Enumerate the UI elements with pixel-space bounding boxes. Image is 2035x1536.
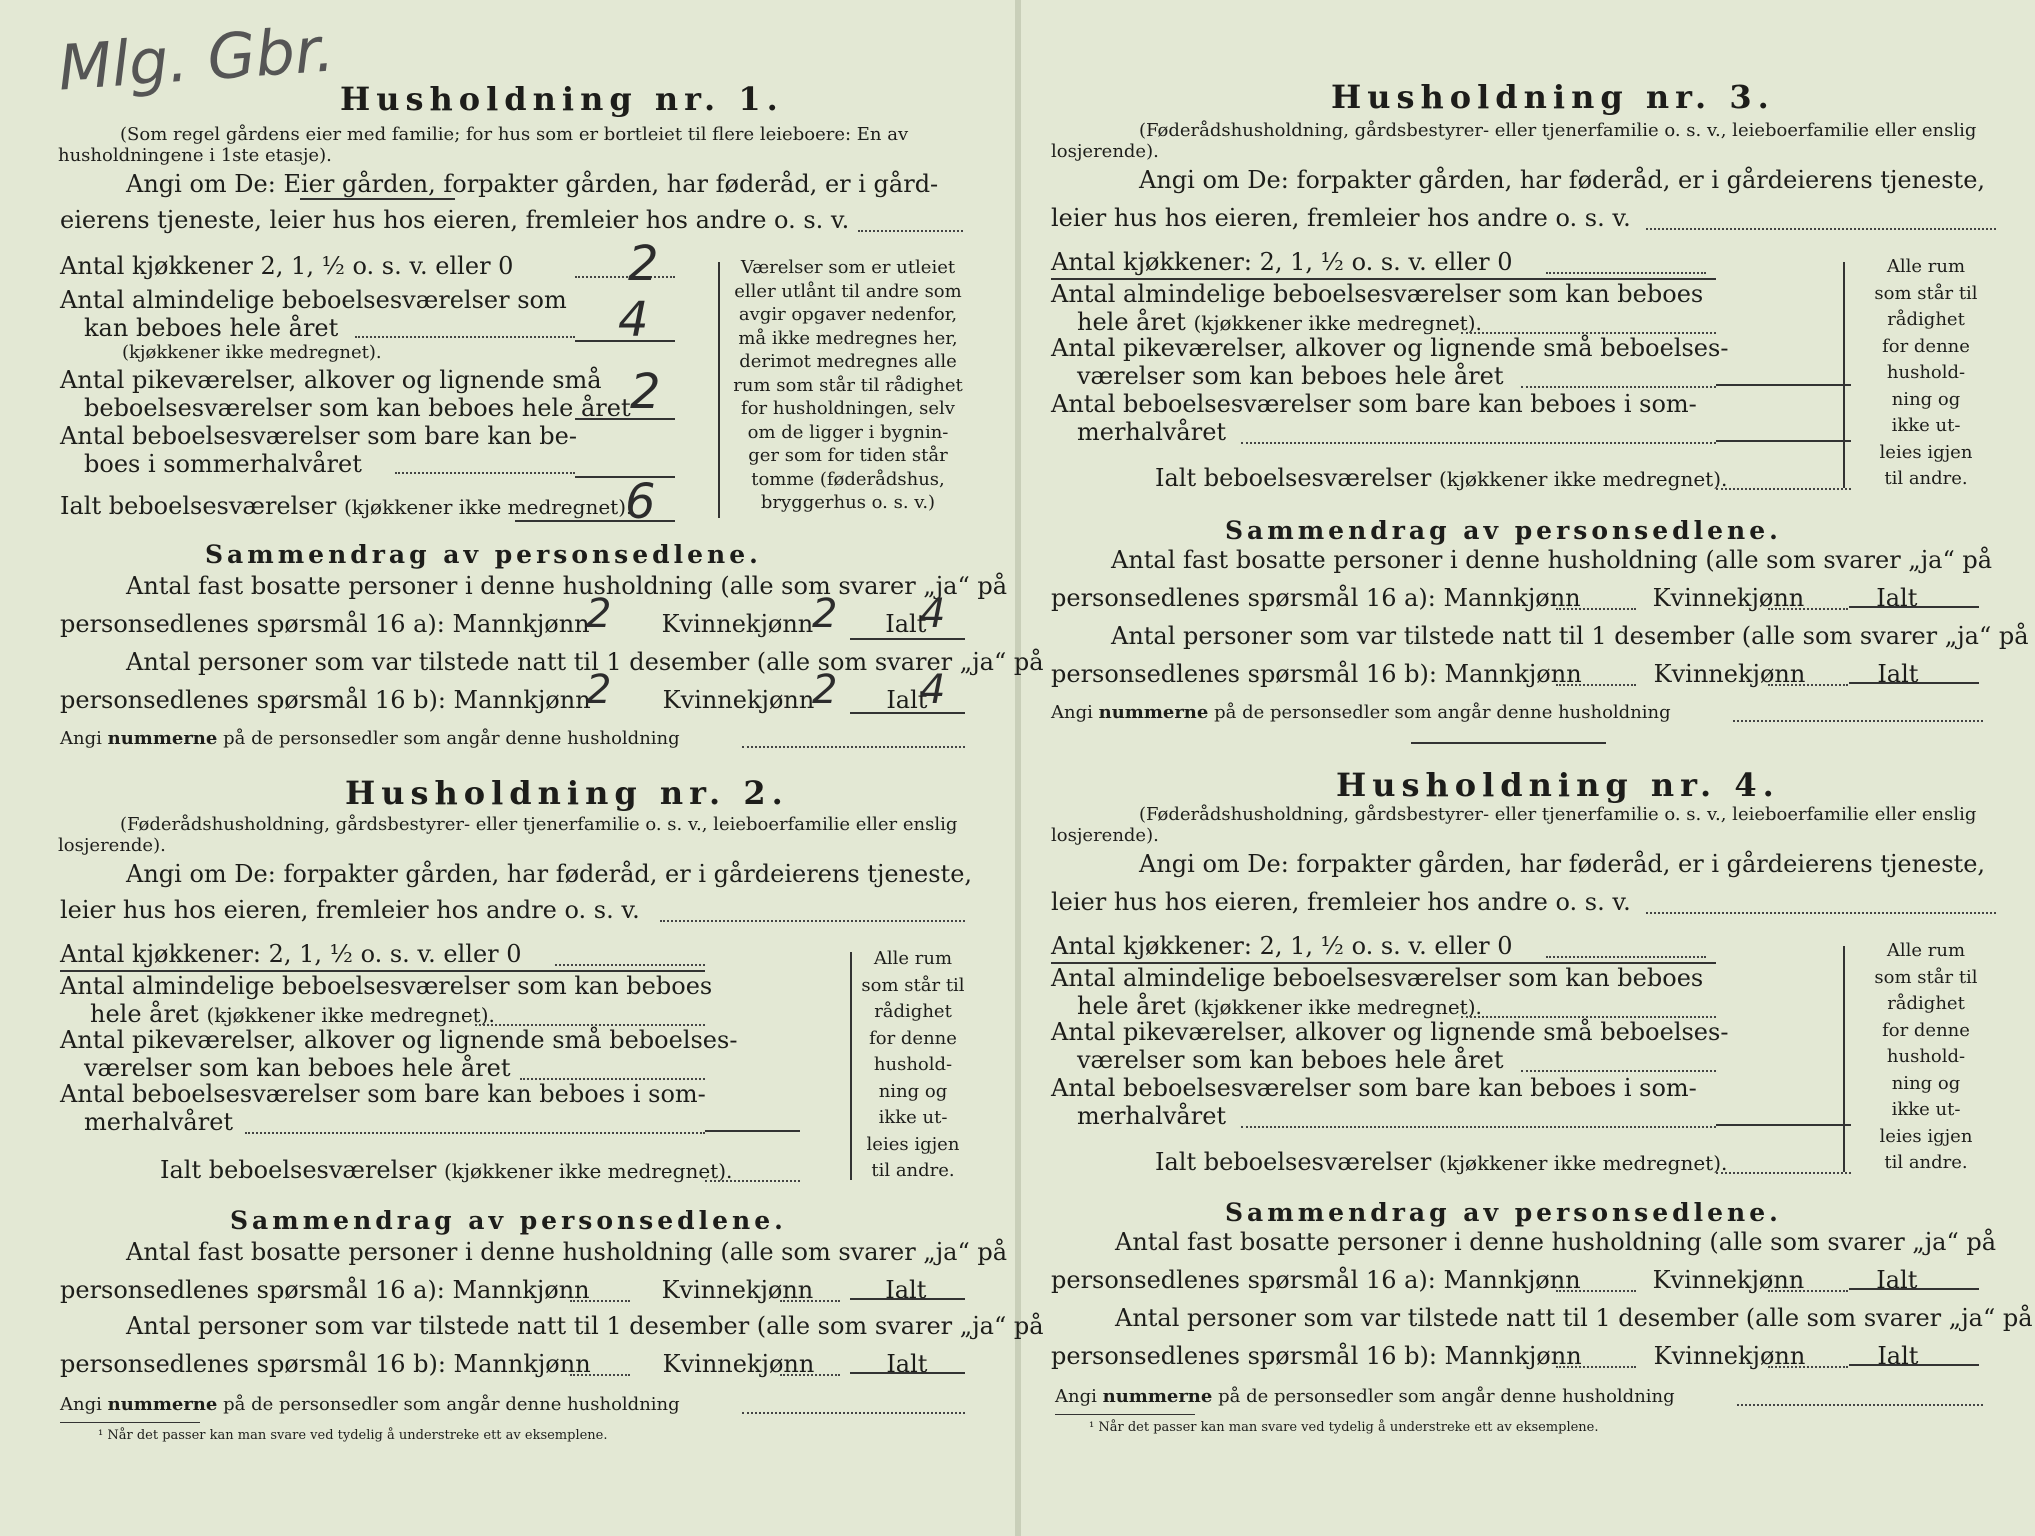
h3-side-line: hushold- [1886,362,1966,383]
h2-pike-line2: værelser som kan beboes hele året [84,1054,511,1082]
h1-nummer-bold: nummerne [107,728,218,749]
h1-sum-a2-text: personsedlenes spørsmål 16 a): Mannkjønn [60,610,590,638]
h3-side-line: som står til [1874,282,1978,304]
h1-brace [718,262,720,518]
h4-nummer-dots [1737,1404,1983,1406]
h1-alm-line2: kan beboes hele året [84,314,339,342]
h3-side-line: ikke ut- [1891,415,1961,436]
h3-kjokkener-dots [1546,272,1706,274]
h1-side-note [728,256,968,515]
h4-sum-b-ialt: Ialt [1877,1342,1919,1370]
h2-nummer [60,1394,680,1415]
h3-sum-a-ialt: Ialt [1876,584,1918,612]
h4-kjokkener: Antal kjøkkener: 2, 1, ½ o. s. v. eller 0 [1051,932,1513,960]
h1-pike-rule [575,418,675,420]
h2-ialt-note: (kjøkkener ikke medregnet). [443,1159,733,1183]
h2-som-line2: merhalvåret [84,1108,234,1136]
h2-side-line: ikke ut- [878,1107,948,1128]
h2-ialt-text: Ialt beboelsesværelser [160,1156,437,1184]
h3-nummer-post: på de personsedler som angår denne husholdning [1214,702,1671,723]
h4-sum-a-kvinne: Kvinnekjønn [1652,1266,1805,1294]
h2-side-line: hushold- [873,1054,953,1075]
h1-sum-a-kvinne: Kvinnekjønn [661,610,814,638]
h4-brace [1843,946,1845,1172]
h3-ialt-note: (kjøkkener ikke medregnet). [1438,467,1728,491]
right-footnote: ¹ Når det passer kan man svare ved tydelig å understreke ett av eksemplene. [1089,1420,1599,1435]
h2-a-mann-dots [570,1300,630,1302]
h4-ialt-label [1155,1148,1727,1176]
h4-som-line1: Antal beboelsesværelser som bare kan beboes i som- [1051,1074,1697,1102]
h4-nummer-pre: Angi [1055,1386,1097,1407]
h1-side-line: bryggerhus o. s. v.) [760,492,936,513]
h4-sum-a-ialt: Ialt [1876,1266,1918,1294]
h1-nummer [60,728,680,749]
h1-kjokkener-dots [575,276,675,278]
h2-side-line: for denne [869,1027,957,1049]
h1-sum-a1: Antal fast bosatte personer i denne husholdning (alle som svarer „ja“ på [126,572,1008,600]
h3-angi-dots [1646,228,1996,230]
h3-alm3-note: (kjøkkener ikke medregnet). [1193,311,1482,335]
h2-b-ialt-rule [850,1372,965,1374]
right-footnote-rule [1055,1414,1195,1415]
h1-nummer-pre: Angi [60,728,102,749]
h2-angi-line1: Angi om De: forpakter gården, har føderåd, er i gårdeierens tjeneste, [126,860,973,888]
h1-nummer-post: på de personsedler som angår denne husholdning [223,728,680,749]
h4-sum-b1: Antal personer som var tilstede natt til 1 desember (alle som svarer „ja“ på [1115,1304,2033,1332]
h3-alm-line2 [1077,308,1482,336]
h1-a-kvinne-value: 2 [812,591,838,637]
h3-side-line: for denne [1882,335,1970,357]
h2-side-line: rådighet [874,1001,952,1022]
h3-sum-b-ialt: Ialt [1877,660,1919,688]
h1-b-ialt-value: 4 [920,667,946,713]
h4-b-mann-dots [1556,1366,1636,1368]
h2-brace [850,952,852,1180]
h3-pike-dots [1521,386,1716,388]
h1-ialt-text: Ialt beboelsesværelser [60,492,337,520]
section-divider [1411,742,1606,744]
h4-side-note [1861,938,1991,1177]
h1-angi-line1: Angi om De: Eier gården, forpakter gården, har føderåd, er i gård- [126,170,939,198]
h4-pike-line2: værelser som kan beboes hele året [1077,1046,1504,1074]
h3-nummer-pre: Angi [1051,702,1093,723]
h2-a-kvinne-dots [780,1300,840,1302]
h4-som-dots [1241,1126,1716,1128]
h4-sum-b-kvinne: Kvinnekjønn [1653,1342,1806,1370]
h3-subtitle: (Føderådshusholdning, gårdsbestyrer- eller tjenerfamilie o. s. v., leieboerfamilie eller enslig losjerende). [1051,120,1977,162]
h1-side-line: må ikke medregnes her, [738,327,958,349]
h3-sum-a2-text: personsedlenes spørsmål 16 a): Mannkjønn [1051,584,1581,612]
h2-sum-a-kvinne: Kvinnekjønn [661,1276,814,1304]
h1-sum-b-ialt: Ialt [886,686,928,714]
h4-side-line: leies igjen [1879,1125,1973,1147]
h1-som-line2: boes i sommerhalvåret [84,450,362,478]
h4-ialt-text: Ialt beboelsesværelser [1155,1148,1432,1176]
h1-ialt-note: (kjøkkener ikke medregnet). [343,495,633,519]
h1-pike-line2: beboelsesværelser som kan beboes hele året [84,394,631,422]
h2-alm-line1: Antal almindelige beboelsesværelser som kan beboes [60,972,713,1000]
h2-sum-b1: Antal personer som var tilstede natt til 1 desember (alle som svarer „ja“ på [126,1312,1044,1340]
h1-kjokkener: Antal kjøkkener 2, 1, ½ o. s. v. eller 0 [60,252,514,280]
h4-a-ialt-rule [1849,1288,1979,1290]
h3-alm-line1: Antal almindelige beboelsesværelser som kan beboes [1051,280,1704,308]
h2-nummer-dots [742,1412,965,1414]
h3-b-kvinne-dots [1768,684,1848,686]
h1-side-line: for husholdningen, selv [741,398,955,419]
h1-sum-title: Sammendrag av personsedlene. [205,540,762,569]
h4-side-line: hushold- [1886,1046,1966,1067]
h4-som-line2: merhalvåret [1077,1102,1227,1130]
h3-a-mann-dots [1556,608,1636,610]
h4-side-line: ikke ut- [1891,1099,1961,1120]
left-footnote: ¹ Når det passer kan man svare ved tydelig å understreke ett av eksemplene. [98,1428,608,1443]
h1-side-line: ger som for tiden står [748,445,948,466]
h1-side-line: tomme (føderådshus, [751,468,945,490]
h3-ialt-text: Ialt beboelsesværelser [1155,464,1432,492]
h1-sum-b2 [60,686,927,714]
h3-side-line: til andre. [1884,468,1968,489]
h2-sum-a-ialt: Ialt [885,1276,927,1304]
h4-angi-line1: Angi om De: forpakter gården, har føderåd, er i gårdeierens tjeneste, [1139,850,1986,878]
h3-som-line2: merhalvåret [1077,418,1227,446]
h3-ialt-dots [1716,488,1851,490]
h2-alm-line2 [90,1000,495,1028]
h3-angi-line2: leier hus hos eieren, fremleier hos andre o. s. v. [1051,204,1631,232]
h1-a-ialt-rule [850,638,965,640]
h1-subtitle: (Som regel gårdens eier med familie; for hus som er bortleiet til flere leieboere: En av husholdningene i 1ste etasje). [58,124,909,166]
h1-ialt-label [60,492,632,520]
h1-ialt-value: 6 [625,474,656,530]
h3-kjokkener: Antal kjøkkener: 2, 1, ½ o. s. v. eller 0 [1051,248,1513,276]
h2-sum-a2-text: personsedlenes spørsmål 16 a): Mannkjønn [60,1276,590,1304]
h1-side-line: derimot medregnes alle [739,351,957,372]
h3-pike-line2: værelser som kan beboes hele året [1077,362,1504,390]
h4-side-line: ning og [1891,1072,1961,1094]
h2-b-kvinne-dots [780,1374,840,1376]
h3-a-ialt-rule [1849,606,1979,608]
h1-kjokkener-value: 2 [628,236,659,292]
h1-side-line: eller utlånt til andre som [734,280,962,302]
h4-alm-line1: Antal almindelige beboelsesværelser som kan beboes [1051,964,1704,992]
h3-sum-b2-text: personsedlenes spørsmål 16 b): Mannkjønn [1051,660,1582,688]
h3-som-rule [1716,440,1851,442]
h4-title: Husholdning nr. 4. [1336,766,1780,804]
h2-nummer-post: på de personsedler som angår denne husholdning [223,1394,680,1415]
h2-ialt-dots [705,1180,800,1182]
h4-side-line: til andre. [1884,1152,1968,1173]
h2-kjokkener-dots [555,964,705,966]
h3-side-line: Alle rum [1886,256,1966,277]
h2-sum-title: Sammendrag av personsedlene. [230,1206,787,1235]
h4-sum-a2-text: personsedlenes spørsmål 16 a): Mannkjønn [1051,1266,1581,1294]
h3-pike-rule [1716,384,1851,386]
h1-eier-underline [300,198,455,200]
h4-ialt-dots [1716,1172,1851,1174]
h1-sum-a-ialt: Ialt [885,610,927,638]
h4-ialt-note: (kjøkkener ikke medregnet). [1438,1151,1728,1175]
h3-nummer [1051,702,1671,723]
h4-side-line: som står til [1874,966,1978,988]
left-footnote-rule [60,1422,200,1423]
h1-ialt-rule [515,520,675,522]
h2-sum-a1: Antal fast bosatte personer i denne husholdning (alle som svarer „ja“ på [126,1238,1008,1266]
h4-side-line: rådighet [1887,993,1965,1014]
h1-side-line: avgir opgaver nedenfor, [738,304,958,325]
h2-side-line: ning og [878,1080,948,1102]
h4-pike-dots [1521,1070,1716,1072]
h3-ialt-label [1155,464,1727,492]
h1-nummer-dots [742,746,965,748]
h4-sum-a1: Antal fast bosatte personer i denne husholdning (alle som svarer „ja“ på [1115,1228,1997,1256]
h2-nummer-pre: Angi [60,1394,102,1415]
h4-side-line: for denne [1882,1019,1970,1041]
h4-nummer-post: på de personsedler som angår denne husholdning [1218,1386,1675,1407]
h4-pike-line1: Antal pikeværelser, alkover og lignende små beboelses- [1051,1018,1729,1046]
h3-som-line1: Antal beboelsesværelser som bare kan beboes i som- [1051,390,1697,418]
h2-side-line: til andre. [871,1160,955,1181]
h2-som-rule [705,1130,800,1132]
h1-angi-dots [858,230,963,232]
h3-angi-line1: Angi om De: forpakter gården, har føderåd, er i gårdeierens tjeneste, [1139,166,1986,194]
h3-a-kvinne-dots [1768,608,1848,610]
h3-brace [1843,262,1845,488]
h1-alm-dots [355,336,575,338]
h4-alm3-note: (kjøkkener ikke medregnet). [1193,995,1482,1019]
h2-side-line: Alle rum [873,948,953,969]
h2-angi-line2: leier hus hos eieren, fremleier hos andre o. s. v. [60,896,640,924]
h4-alm-line2 [1077,992,1482,1020]
h1-sum-a2 [60,610,926,638]
h4-sum-b2-text: personsedlenes spørsmål 16 b): Mannkjønn [1051,1342,1582,1370]
h4-b-ialt-rule [1849,1364,1979,1366]
h2-som-dots [245,1132,705,1134]
h4-sum-title: Sammendrag av personsedlene. [1225,1198,1782,1227]
h2-angi-dots [660,920,965,922]
right-footnote-text: Når det passer kan man svare ved tydelig å understreke ett av eksemplene. [1098,1420,1599,1435]
h2-b-mann-dots [570,1374,630,1376]
h1-angi-line2: eierens tjeneste, leier hus hos eieren, fremleier hos andre o. s. v. [60,206,850,234]
h3-title: Husholdning nr. 3. [1331,78,1775,116]
h4-b-kvinne-dots [1768,1366,1848,1368]
handwritten-note: Mlg. Gbr. [55,12,337,105]
h3-nummer-bold: nummerne [1098,702,1209,723]
h1-sum-b-kvinne: Kvinnekjønn [662,686,815,714]
h2-alm2-text: hele året [90,1000,199,1028]
h1-sum-b2-text: personsedlenes spørsmål 16 b): Mannkjønn [60,686,591,714]
h4-kjokkener-dots [1546,956,1706,958]
h1-alm-note: (kjøkkener ikke medregnet). [122,342,382,363]
h2-side-line: som står til [861,974,965,996]
h2-side-line: leies igjen [866,1133,960,1155]
h1-b-ialt-rule [850,712,965,714]
h2-a-ialt-rule [850,1298,965,1300]
h3-sum-b-kvinne: Kvinnekjønn [1653,660,1806,688]
h4-alm2-text: hele året [1077,992,1186,1020]
h3-sum-a-kvinne: Kvinnekjønn [1652,584,1805,612]
h1-alm-rule [575,340,675,342]
h2-pike-line1: Antal pikeværelser, alkover og lignende små beboelses- [60,1026,738,1054]
h1-som-dots [395,472,575,474]
h1-side-line: om de ligger i bygnin- [747,421,949,443]
h1-pike-value: 2 [630,364,661,420]
h1-a-ialt-value: 4 [920,591,946,637]
h1-pike-line1: Antal pikeværelser, alkover og lignende små [60,366,602,394]
h3-side-line: leies igjen [1879,441,1973,463]
h3-b-mann-dots [1556,684,1636,686]
h4-angi-line2: leier hus hos eieren, fremleier hos andre o. s. v. [1051,888,1631,916]
h2-nummer-bold: nummerne [107,1394,218,1415]
h1-side-line: rum som står til rådighet [733,374,963,396]
h2-alm3-note: (kjøkkener ikke medregnet). [206,1003,495,1027]
h4-subtitle: (Føderådshusholdning, gårdsbestyrer- eller tjenerfamilie o. s. v., leieboerfamilie eller enslig losjerende). [1051,804,1977,846]
h2-side-note [858,946,968,1185]
h3-som-dots [1241,442,1716,444]
h2-ialt-label [160,1156,732,1184]
h2-kjokkener: Antal kjøkkener: 2, 1, ½ o. s. v. eller 0 [60,940,522,968]
h3-side-line: ning og [1891,388,1961,410]
h4-side-line: Alle rum [1886,940,1966,961]
h2-sum-b2-text: personsedlenes spørsmål 16 b): Mannkjønn [60,1350,591,1378]
h2-title: Husholdning nr. 2. [345,774,789,812]
h1-alm-line1: Antal almindelige beboelsesværelser som [60,286,567,314]
left-footnote-text: Når det passer kan man svare ved tydelig å understreke ett av eksemplene. [107,1428,608,1443]
h2-sum-b-ialt: Ialt [886,1350,928,1378]
h4-nummer [1055,1386,1675,1407]
h3-nummer-dots [1733,720,1983,722]
h3-alm2-text: hele året [1077,308,1186,336]
h3-sum-title: Sammendrag av personsedlene. [1225,516,1782,545]
h2-subtitle: (Føderådshusholdning, gårdsbestyrer- eller tjenerfamilie o. s. v., leieboerfamilie eller enslig losjerende). [58,814,958,856]
h3-sum-b1: Antal personer som var tilstede natt til 1 desember (alle som svarer „ja“ på [1111,622,2029,650]
h4-som-rule [1716,1124,1851,1126]
h3-side-note [1861,254,1991,493]
h3-side-line: rådighet [1887,309,1965,330]
h2-sum-b-kvinne: Kvinnekjønn [662,1350,815,1378]
h1-a-mann-value: 2 [586,591,612,637]
h4-nummer-bold: nummerne [1102,1386,1213,1407]
h4-a-kvinne-dots [1768,1290,1848,1292]
h2-som-line1: Antal beboelsesværelser som bare kan beboes i som- [60,1080,706,1108]
h1-som-line1: Antal beboelsesværelser som bare kan be- [60,422,577,450]
h3-pike-line1: Antal pikeværelser, alkover og lignende små beboelses- [1051,334,1729,362]
h4-angi-dots [1646,912,1996,914]
right-page [1021,0,2035,1536]
h3-b-ialt-rule [1849,682,1979,684]
h3-sum-a1: Antal fast bosatte personer i denne husholdning (alle som svarer „ja“ på [1111,546,1993,574]
h1-sum-b1: Antal personer som var tilstede natt til 1 desember (alle som svarer „ja“ på [126,648,1044,676]
h1-side-line: Værelser som er utleiet [740,257,956,278]
h1-title: Husholdning nr. 1. [340,80,784,118]
h1-b-mann-value: 2 [586,667,612,713]
h1-alm-value: 4 [618,292,649,348]
h4-a-mann-dots [1556,1290,1636,1292]
h1-b-kvinne-value: 2 [812,667,838,713]
